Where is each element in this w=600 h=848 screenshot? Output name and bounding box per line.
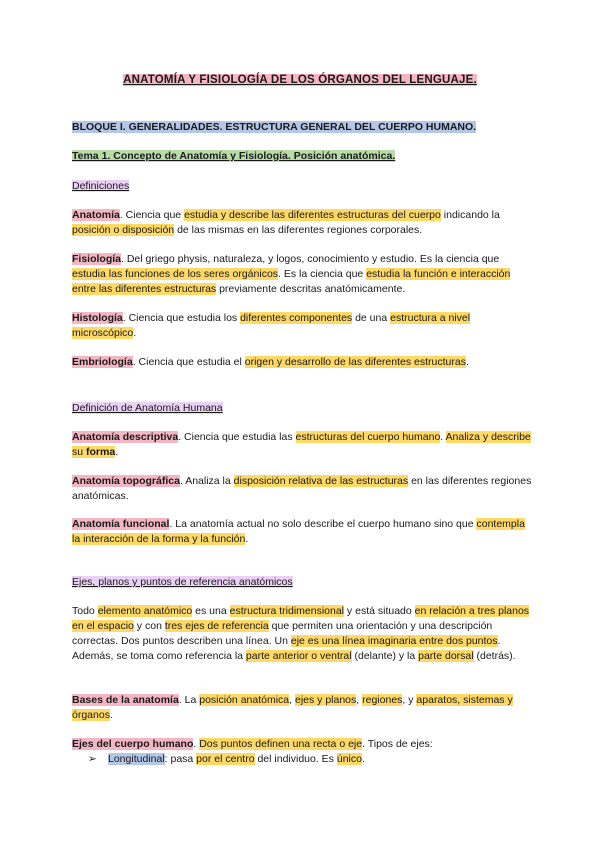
highlight: eje es una línea imaginaria entre dos puntos <box>290 635 498 647</box>
highlight: estructura a nivel microscópico <box>72 312 471 339</box>
highlight: parte anterior o ventral <box>245 650 352 662</box>
text: es una <box>192 605 230 617</box>
text: . Ciencia que <box>119 209 185 221</box>
highlight: aparatos, sistemas y órganos <box>72 694 513 721</box>
highlight: parte dorsal <box>418 650 474 662</box>
paragraph-fisiologia <box>72 252 532 297</box>
highlight: origen y desarrollo de las diferentes estructuras <box>244 356 466 368</box>
bullet-longitudinal <box>88 752 365 767</box>
paragraph-histologia <box>72 311 532 341</box>
text: . Ciencia que estudia el <box>132 356 245 368</box>
section-definiciones-text: Definiciones <box>72 180 130 192</box>
highlight: ejes y planos <box>294 694 357 706</box>
text: indicando la <box>440 209 500 221</box>
highlight: estudia y describe las diferentes estructuras del cuerpo <box>184 209 441 221</box>
document-title-text: ANATOMÍA Y FISIOLOGÍA DE LOS ÓRGANOS DEL LENGUAJE. <box>123 74 477 86</box>
term-histologia: Histología <box>72 312 123 324</box>
text: y con <box>133 620 165 632</box>
text: del individuo. Es <box>254 753 337 765</box>
text: Todo <box>72 605 98 617</box>
term-funcional: Anatomía funcional <box>72 518 170 530</box>
text: , <box>356 694 363 706</box>
section-ejes <box>72 575 532 590</box>
highlight: estructura tridimensional <box>229 605 345 617</box>
text: . <box>109 709 113 721</box>
text: . <box>133 327 137 339</box>
paragraph-todo <box>72 604 532 664</box>
text: , y <box>402 694 417 706</box>
text: . <box>245 533 249 545</box>
text: . Tipos de ejes: <box>362 738 433 750</box>
block-heading <box>72 120 532 135</box>
text: . <box>465 356 469 368</box>
highlight: estructuras del cuerpo humano <box>295 431 441 443</box>
term-longitudinal: Longitudinal <box>108 753 165 765</box>
text: (delante) y la <box>351 650 419 662</box>
highlight: estudia la función e interacción entre las diferentes estructuras <box>72 268 511 295</box>
text: : pasa <box>164 753 197 765</box>
tema-heading <box>72 149 532 164</box>
paragraph-ejes-cuerpo <box>72 737 532 752</box>
text: . Ciencia que estudia las <box>178 431 296 443</box>
term-fisiologia: Fisiología <box>72 253 122 265</box>
highlight: diferentes componentes <box>240 312 353 324</box>
text: de una <box>352 312 391 324</box>
paragraph-funcional <box>72 517 532 547</box>
text: . <box>361 753 365 765</box>
text: . La <box>178 694 200 706</box>
text: que permiten una orientación y una descripción correctas. Dos puntos describen una línea. Un <box>72 620 493 647</box>
highlight: posición o disposición <box>72 224 175 236</box>
term-topografica: Anatomía topográfica <box>72 475 180 487</box>
text: . La anatomía actual no solo describe el cuerpo humano sino que <box>169 518 477 530</box>
text: y está situado <box>344 605 415 617</box>
term-embriologia: Embriología <box>72 356 133 368</box>
term-ejes-cuerpo: Ejes del cuerpo humano <box>72 738 194 750</box>
highlight: disposición relativa de las estructuras <box>233 475 409 487</box>
block-heading-text: BLOQUE I. GENERALIDADES. ESTRUCTURA GENERAL DEL CUERPO HUMANO. <box>72 121 477 133</box>
highlight: por el centro <box>196 753 255 765</box>
paragraph-bases <box>72 693 532 723</box>
paragraph-descriptiva <box>72 430 532 460</box>
highlight: forma <box>86 446 116 458</box>
highlight: estudia las funciones de los seres orgánicos <box>72 268 279 280</box>
text: , <box>289 694 295 706</box>
text: . Del griego physis, naturaleza, y logos, conocimiento y estudio. Es la ciencia que <box>121 253 500 265</box>
text: . <box>115 446 119 458</box>
term-anatomia: Anatomía <box>72 209 120 221</box>
text: de las mismas en las diferentes regiones corporales. <box>174 224 423 236</box>
text: . <box>193 738 200 750</box>
text: . Es la ciencia que <box>278 268 367 280</box>
section-definiciones <box>72 179 532 194</box>
paragraph-topografica <box>72 474 532 504</box>
text: . Además, se toma como referencia la <box>72 635 501 662</box>
section-definicion-anatomia-text: Definición de Anatomía Humana <box>72 402 223 414</box>
highlight: posición anatómica <box>199 694 290 706</box>
text: . Analiza la <box>179 475 234 487</box>
text: (detrás). <box>473 650 516 662</box>
text: en las diferentes regiones anatómicas. <box>72 475 532 502</box>
highlight: contempla la interacción de la forma y la función <box>72 518 525 545</box>
section-definicion-anatomia <box>72 401 532 416</box>
paragraph-anatomia <box>72 208 532 238</box>
document-title <box>0 73 600 88</box>
text: . Ciencia que estudia los <box>122 312 241 324</box>
text: . <box>440 431 446 443</box>
highlight: Dos puntos definen una recta o eje <box>199 738 363 750</box>
term-descriptiva: Anatomía descriptiva <box>72 431 179 443</box>
highlight: en relación a tres planos en el espacio <box>72 605 530 632</box>
section-ejes-text: Ejes, planos y puntos de referencia anatómicos <box>72 576 293 588</box>
highlight: Analiza y describe su <box>72 431 531 458</box>
text: previamente descritas anatómicamente. <box>216 283 406 295</box>
arrow-bullet-icon: ➢ <box>88 753 97 765</box>
highlight: único <box>336 753 362 765</box>
highlight: elemento anatómico <box>97 605 193 617</box>
highlight: tres ejes de referencia <box>164 620 269 632</box>
highlight: regiones <box>362 694 403 706</box>
tema-heading-text: Tema 1. Concepto de Anatomía y Fisiología. Posición anatómica. <box>72 150 396 162</box>
term-bases: Bases de la anatomía <box>72 694 179 706</box>
paragraph-embriologia <box>72 355 532 370</box>
